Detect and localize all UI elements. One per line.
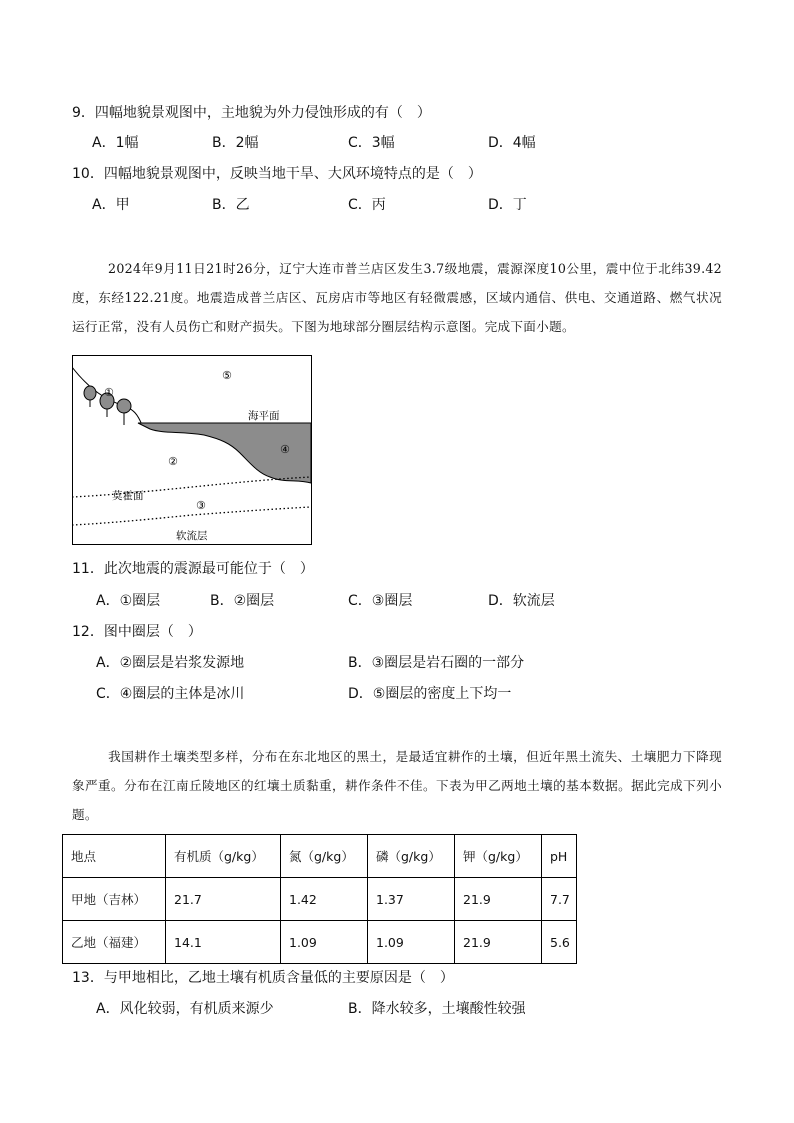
table-header-cell: 氮（g/kg）: [281, 835, 368, 878]
q10-option-d[interactable]: D．丁: [488, 197, 527, 213]
table-row: [63, 878, 577, 921]
label-circle-1: ①: [104, 386, 114, 399]
q11-option-c[interactable]: C．③圈层: [348, 593, 413, 609]
q10-option-a[interactable]: A．甲: [92, 197, 130, 213]
q9-option-c[interactable]: C．3幅: [348, 135, 395, 151]
q12-option-a[interactable]: A．②圈层是岩浆发源地: [96, 655, 245, 671]
label-circle-2: ②: [168, 455, 178, 468]
table-cell: 21.9: [455, 878, 542, 921]
table-cell: 21.7: [166, 878, 281, 921]
q13-option-a[interactable]: A．风化较弱，有机质来源少: [96, 1001, 274, 1017]
label-sea-level: 海平面: [248, 410, 280, 422]
soil-data-table: [62, 834, 577, 964]
question-13-stem: 13．与甲地相比，乙地土壤有机质含量低的主要原因是（ ）: [72, 970, 454, 986]
q9-option-d[interactable]: D．4幅: [488, 135, 536, 151]
table-header-cell: pH: [542, 835, 577, 878]
q9-option-a[interactable]: A．1幅: [92, 135, 139, 151]
question-12-stem: 12．图中圈层（ ）: [72, 624, 202, 640]
earth-sphere-svg: [72, 355, 312, 545]
table-header-cell: 有机质（g/kg）: [166, 835, 281, 878]
passage-soil: [72, 742, 722, 829]
question-10-stem: 10．四幅地貌景观图中，反映当地干旱、大风环境特点的是（ ）: [72, 166, 482, 182]
table-header-cell: 地点: [63, 835, 166, 878]
table-cell: 甲地（吉林）: [63, 878, 166, 921]
passage-earthquake-text: 2024年9月11日21时26分，辽宁大连市普兰店区发生3.7级地震，震源深度10公里，震中位于北纬39.42度，东经122.21度。地震造成普兰店区、瓦房店市等地区有轻微震感，区域内通信、供电、交通道路、燃气状况运行正常，没有人员伤亡和财产损失。下图为地球部分圈层结构示意图。完成下面小题。: [72, 261, 722, 334]
q9-option-b[interactable]: B．2幅: [212, 135, 259, 151]
passage-soil-text: 我国耕作土壤类型多样，分布在东北地区的黑土，是最适宜耕作的土壤，但近年黑土流失、土壤肥力下降现象严重。分布在江南丘陵地区的红壤土质黏重，耕作条件不佳。下表为甲乙两地土壤的基本数据。据此完成下列小题。: [72, 749, 722, 822]
table-header-cell: 磷（g/kg）: [368, 835, 455, 878]
table-cell: 1.09: [281, 921, 368, 964]
q11-option-a[interactable]: A．①圈层: [96, 593, 161, 609]
table-cell: 7.7: [542, 878, 577, 921]
q12-option-c[interactable]: C．④圈层的主体是冰川: [96, 686, 245, 702]
table-cell: 1.37: [368, 878, 455, 921]
table-cell: 14.1: [166, 921, 281, 964]
table-header-cell: 钾（g/kg）: [455, 835, 542, 878]
table-cell: 1.42: [281, 878, 368, 921]
label-circle-5: ⑤: [222, 369, 232, 382]
table-cell: 乙地（福建）: [63, 921, 166, 964]
label-circle-4: ④: [280, 443, 290, 456]
q10-option-b[interactable]: B．乙: [212, 197, 250, 213]
label-asthenosphere: 软流层: [176, 530, 208, 542]
earth-sphere-diagram: [72, 355, 312, 545]
q11-option-d[interactable]: D．软流层: [488, 593, 555, 609]
table-header-row: [63, 835, 577, 878]
question-9-stem: 9．四幅地貌景观图中，主地貌为外力侵蚀形成的有（ ）: [72, 105, 431, 121]
q13-option-b[interactable]: B．降水较多，土壤酸性较强: [348, 1001, 526, 1017]
question-11-stem: 11．此次地震的震源最可能位于（ ）: [72, 561, 314, 577]
passage-earthquake: [72, 254, 722, 341]
label-circle-3: ③: [196, 499, 206, 512]
q11-option-b[interactable]: B．②圈层: [210, 593, 275, 609]
table-cell: 1.09: [368, 921, 455, 964]
table-row: [63, 921, 577, 964]
q10-option-c[interactable]: C．丙: [348, 197, 386, 213]
q12-option-d[interactable]: D．⑤圈层的密度上下均一: [348, 686, 512, 702]
label-moho: 莫霍面: [112, 490, 144, 502]
table-cell: 5.6: [542, 921, 577, 964]
q12-option-b[interactable]: B．③圈层是岩石圈的一部分: [348, 655, 525, 671]
table-cell: 21.9: [455, 921, 542, 964]
